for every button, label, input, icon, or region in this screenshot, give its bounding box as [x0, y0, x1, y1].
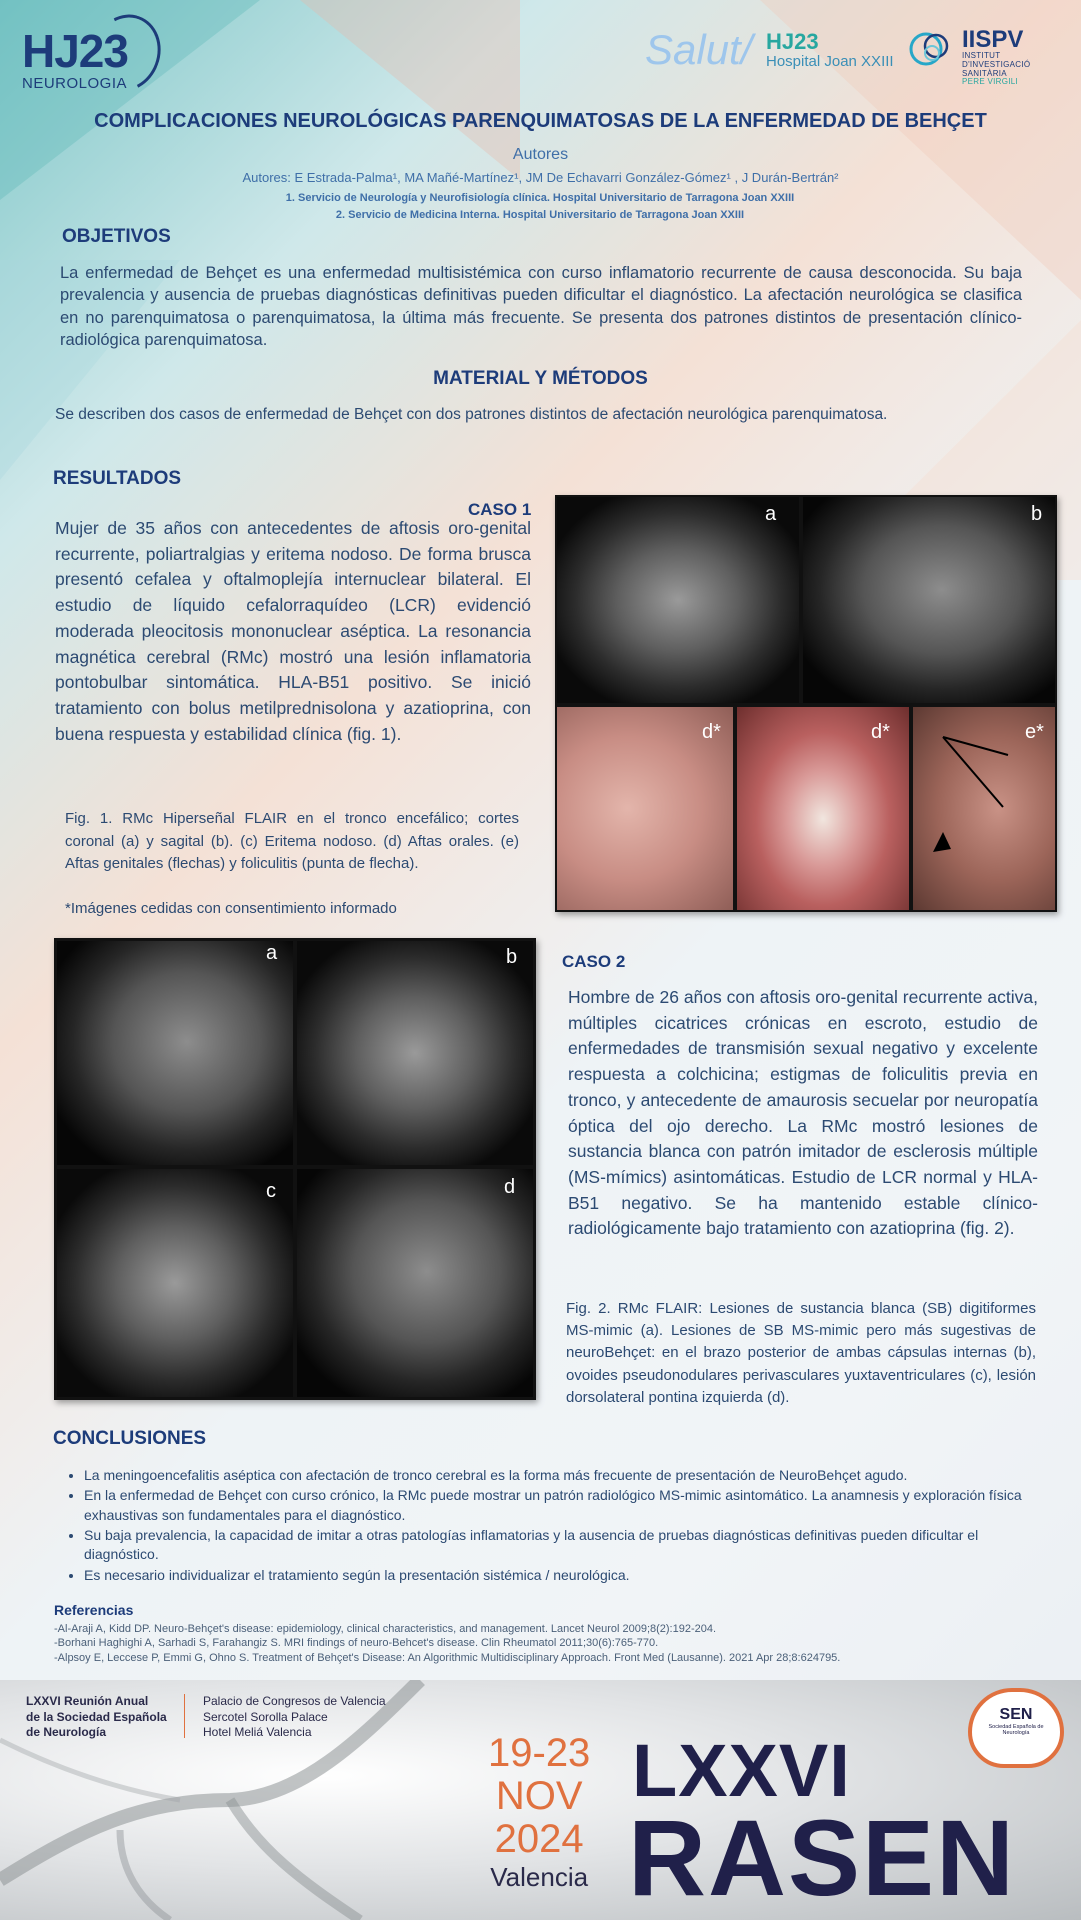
- hj23-logo-sub: NEUROLOGIA: [22, 75, 128, 92]
- venue-line: Palacio de Congresos de Valencia: [203, 1694, 386, 1708]
- iispv-sub: PERE VIRGILI: [962, 77, 1019, 87]
- authors-line: Autores: E Estrada-Palma¹, MA Mañé-Martínez¹, JM De Echavarri González-Gómez¹ , J Durán-Bertrán²: [242, 170, 839, 185]
- poster-title: COMPLICACIONES NEUROLÓGICAS PARENQUIMATOSAS DE LA ENFERMEDAD DE BEHÇET: [94, 110, 987, 132]
- fig2-label: a: [266, 942, 278, 964]
- venue-line: Hotel Meliá Valencia: [203, 1725, 312, 1740]
- event-edition: LXXVI: [632, 1729, 851, 1812]
- footer-banner: [0, 1680, 1081, 1920]
- iispv-sub: D'INVESTIGACIÓ: [962, 59, 1031, 69]
- dates-line: 2024: [494, 1817, 584, 1862]
- conclusiones-list: [54, 1466, 1034, 1586]
- meeting-line: de Neurología: [26, 1725, 107, 1740]
- sen-logo-text: SEN: [999, 1706, 1033, 1723]
- fig2-label: c: [266, 1180, 276, 1202]
- reference-item: -Alpsoy E, Leccese P, Emmi G, Ohno S. Treatment of Behçet's Disease: An Algorithmic Multidisciplinary Approach. Front Med (Lausanne). 2021 Apr 28;8:624795.: [54, 1651, 841, 1664]
- affiliation-1: 1. Servicio de Neurología y Neurofisiología clínica. Hospital Universitario de Tarragona Joan XXIII: [285, 192, 795, 204]
- fig1-caption: Fig. 1. RMc Hiperseñal FLAIR en el tronco encefálico; cortes coronal (a) y sagital (b). (c) Eritema nodoso. (d) Aftas orales. (e) Aftas genitales (flechas) y foliculitis (punta de flecha).: [65, 810, 519, 872]
- objetivos-heading: OBJETIVOS: [62, 226, 171, 247]
- meeting-name: [26, 1694, 167, 1741]
- conclusion-item: • En la enfermedad de Behçet con curso crónico, la RMc puede mostrar un patrón radiológico MS-mimic asintomático. La anamnesis y exploración física exhaustivas son fundamentales para el diagnóstico.: [84, 1486, 1034, 1525]
- iispv-logo: [962, 28, 1030, 87]
- mri-axial-a-image: [57, 941, 293, 1165]
- salut-logo: Salut/: [645, 26, 753, 73]
- figure-1: [555, 495, 1057, 912]
- mri-axial-d-image: [297, 1169, 533, 1397]
- fig1-label: a: [765, 503, 777, 525]
- iispv-text: IISPV: [962, 26, 1024, 53]
- fig1-label: d*: [871, 721, 890, 743]
- hj23-logo-text: HJ23: [22, 25, 128, 77]
- event-name: RASEN: [628, 1797, 1017, 1918]
- mri-axial-c-image: [57, 1169, 293, 1397]
- figure-2: [54, 938, 536, 1400]
- conclusion-item: • Es necesario individualizar el tratamiento según la presentación sistémica / neurológica.: [84, 1566, 1034, 1585]
- venue-line: Sercotel Sorolla Palace: [203, 1709, 328, 1724]
- caso1-heading: CASO 1: [468, 500, 532, 519]
- event-dates: [488, 1732, 590, 1893]
- iispv-sub: INSTITUT: [962, 51, 1001, 60]
- conclusion-item: • Su baja prevalencia, la capacidad de imitar a otras patologías inflamatorias y la ausencia de pruebas diagnósticas definitivas pueden dificultar el diagnóstico.: [84, 1526, 1034, 1565]
- conclusiones-heading: CONCLUSIONES: [53, 1428, 207, 1449]
- metodos-heading: MATERIAL Y MÉTODOS: [433, 368, 648, 389]
- event-city: Valencia: [490, 1861, 589, 1892]
- dates-line: NOV: [495, 1774, 583, 1819]
- dates-line: 19-23: [488, 1731, 591, 1775]
- sen-logo-sub: Sociedad Española de Neurología: [988, 1724, 1044, 1737]
- consent-note: *Imágenes cedidas con consentimiento informado: [65, 900, 397, 917]
- reference-item: -Al-Araji A, Kidd DP. Neuro-Behçet's disease: epidemiology, clinical characteristics, and management. Lancet Neurol 2009;8(2):192-204.: [54, 1623, 717, 1635]
- referencias-heading: Referencias: [54, 1602, 134, 1618]
- caso2-heading: CASO 2: [562, 952, 626, 971]
- metodos-text: Se describen dos casos de enfermedad de Behçet con dos patrones distintos de afectación neurológica parenquimatosa.: [55, 406, 888, 423]
- hospital-code: HJ23: [766, 29, 819, 54]
- fig2-label: b: [506, 946, 518, 968]
- fig1-label: b: [1031, 503, 1043, 525]
- affiliation-2: 2. Servicio de Medicina Interna. Hospital Universitario de Tarragona Joan XXIII: [335, 209, 745, 222]
- caso2-text: Hombre de 26 años con aftosis oro-genital recurrente activa, múltiples cicatrices crónicas en escroto, estudio de enfermedades de transmisión sexual negativo y excelente respuesta a colchicina; estigmas de foliculitis previa en tronco, y antecedente de amaurosis secuelar por neuropatía óptica del ojo derecho. La RMc mostró lesiones de sustancia blanca con patrón imitador de esclerosis múltiple (MS-mímics) asintomáticas. Estudio de LCR normal y HLA-B51 negativo. Se ha mantenido estable clínico-radiológicamente bajo tratamiento con azatioprina (fig. 2).: [568, 987, 1038, 1239]
- autores-heading: Autores: [512, 146, 569, 163]
- hospital-logo: [766, 30, 894, 71]
- mri-sagittal-image: [803, 497, 1055, 703]
- reference-item: -Borhani Haghighi A, Sarhadi S, Farahangiz S. MRI findings of neuro-Behcet's disease. Clin Rheumatol 2011;30(6):765-770.: [54, 1637, 659, 1650]
- fig2-label: d: [504, 1176, 516, 1198]
- meeting-line: de la Sociedad Española: [26, 1709, 167, 1724]
- meeting-line: LXXVI Reunión Anual: [26, 1694, 149, 1708]
- affiliations: [270, 190, 810, 224]
- fig1-label: d*: [702, 721, 721, 743]
- referencias-list: [54, 1622, 1044, 1665]
- fig1-label: e*: [1025, 721, 1044, 743]
- conclusion-item: • La meningoencefalitis aséptica con afectación de tronco cerebral es la forma más frecuente de presentación de NeuroBehçet agudo.: [84, 1466, 1034, 1485]
- hospital-name: Hospital Joan XXIII: [766, 53, 894, 71]
- iispv-sub: SANITÀRIA: [962, 68, 1007, 78]
- venues: [203, 1694, 386, 1741]
- caso1-text: Mujer de 35 años con antecedentes de aftosis oro-genital recurrente, poliartralgias y eritema nodoso. De forma brusca presentó cefalea y oftalmoplejía internuclear bilateral. El estudio de líquido cefalorraquídeo (LCR) evidenció moderada pleocitosis mononuclear aséptica. La resonancia magnética cerebral (RMc) mostró una lesión inflamatoria pontobulbar sintomática. HLA-B51 positivo. Se inició tratamiento con bolus metilprednisolona y azatioprina, con buena respuesta y estabilidad clínica (fig. 1).: [55, 518, 531, 744]
- mri-coronal-image: [557, 497, 799, 703]
- fig2-caption: Fig. 2. RMc FLAIR: Lesiones de sustancia blanca (SB) digitiformes MS-mimic (a). Lesiones de SB MS-mimic pero más sugestivas de neuroBehçet: en el brazo posterior de ambas cápsulas internas (b), ovoides pseudonodulares perivasculares yuxtaventriculares (c), lesión dorsolateral pontina izquierda (d).: [566, 1300, 1036, 1406]
- objetivos-text: La enfermedad de Behçet es una enfermedad multisistémica con curso inflamatorio recurrente de causa desconocida. Su baja prevalencia y ausencia de pruebas diagnósticas definitivas pueden dificultar el diagnóstico. La afectación neurológica se clasifica en no parenquimatosa o parenquimatosa, la última más frecuente. Se presenta dos patrones distintos de presentación clínico-radiológica parenquimatosa.: [60, 264, 1022, 349]
- resultados-heading: RESULTADOS: [53, 468, 182, 489]
- sen-logo: [968, 1688, 1064, 1768]
- footer-divider: [184, 1694, 185, 1738]
- iispv-circles-icon: [908, 26, 954, 72]
- mri-axial-b-image: [297, 941, 533, 1165]
